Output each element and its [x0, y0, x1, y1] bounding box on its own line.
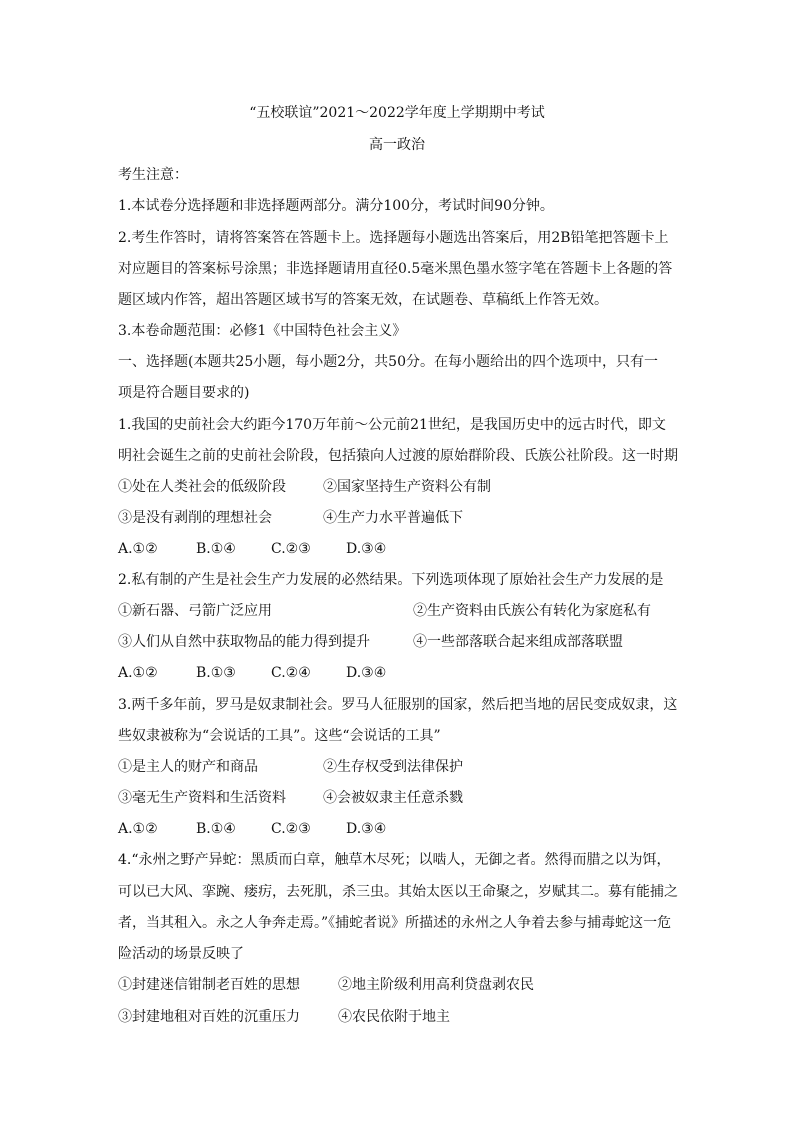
q1-choice-d: D.③④ — [346, 541, 387, 557]
q4-statement-1: ①封建迷信钳制老百姓的思想 — [118, 977, 300, 993]
exam-title: “五校联谊”2021～2022学年度上学期期中考试 — [249, 105, 545, 121]
q3-statement-3: ③毫无生产资料和生活资料 — [118, 790, 286, 806]
q4-statement-2: ②地主阶级利用高利贷盘剥农民 — [338, 977, 534, 993]
q2-statement-4: ④一些部落联合起来组成部落联盟 — [413, 634, 623, 650]
q4-stem: 4.“永州之野产异蛇：黑质而白章，触草木尽死；以啮人，无御之者。然得而腊之以为饵， — [118, 852, 671, 868]
section-heading-cont: 项是符合题目要求的) — [118, 385, 250, 401]
notice-item: 3.本卷命题范围：必修1《中国特色社会主义》 — [118, 323, 407, 339]
q1-stem: 1.我国的史前社会大约距今170万年前～公元前21世纪，是我国历史中的远古时代，即文 — [118, 417, 666, 433]
q3-choice-a: A.①② — [118, 821, 158, 837]
q2-statement-1: ①新石器、弓箭广泛应用 — [118, 603, 272, 619]
subject-title: 高一政治 — [369, 137, 425, 153]
q2-stem: 2.私有制的产生是社会生产力发展的必然结果。下列选项体现了原始社会生产力发展的是 — [118, 572, 664, 588]
notice-item: 对应题目的答案标号涂黑；非选择题请用直径0.5毫米黑色墨水签字笔在答题卡上各题的答 — [118, 261, 673, 277]
q4-stem-cont: 可以已大风、挛踠、瘘疠，去死肌，杀三虫。其始太医以王命聚之，岁赋其二。募有能捕之 — [118, 884, 678, 900]
q3-stem: 3.两千多年前，罗马是奴隶制社会。罗马人征服别的国家，然后把当地的居民变成奴隶，这 — [118, 697, 678, 713]
q3-statement-1: ①是主人的财产和商品 — [118, 759, 258, 775]
q3-choice-d: D.③④ — [346, 821, 387, 837]
q4-stem-cont: 者，当其租入。永之人争奔走焉。”《捕蛇者说》所描述的永州之人争着去参与捕毒蛇这一危 — [118, 915, 672, 931]
q3-statement-4: ④会被奴隶主任意杀戮 — [323, 790, 463, 806]
q4-statement-4: ④农民依附于地主 — [338, 1009, 450, 1025]
notice-heading: 考生注意： — [118, 167, 188, 183]
q4-statement-3: ③封建地租对百姓的沉重压力 — [118, 1009, 300, 1025]
q1-choice-c: C.②③ — [271, 541, 311, 557]
q3-choice-c: C.②③ — [271, 821, 311, 837]
q2-choice-d: D.③④ — [346, 665, 387, 681]
q2-choice-c: C.②④ — [271, 665, 311, 681]
q1-statement-4: ④生产力水平普遍低下 — [323, 510, 463, 526]
q3-choice-b: B.①④ — [196, 821, 236, 837]
q3-statement-2: ②生存权受到法律保护 — [323, 759, 463, 775]
q3-stem-cont: 些奴隶被称为“会说话的工具”。这些“会说话的工具” — [118, 728, 441, 744]
q1-statement-2: ②国家坚持生产资料公有制 — [323, 479, 491, 495]
q1-statement-3: ③是没有剥削的理想社会 — [118, 510, 272, 526]
notice-item: 题区域内作答，超出答题区域书写的答案无效，在试题卷、草稿纸上作答无效。 — [118, 292, 608, 308]
q2-statement-2: ②生产资料由氏族公有转化为家庭私有 — [413, 603, 651, 619]
notice-item: 2.考生作答时，请将答案答在答题卡上。选择题每小题选出答案后，用2B铅笔把答题卡上 — [118, 230, 669, 246]
q4-stem-cont: 险活动的场景反映了 — [118, 946, 244, 962]
q2-statement-3: ③人们从自然中获取物品的能力得到提升 — [118, 634, 370, 650]
notice-item: 1.本试卷分选择题和非选择题两部分。满分100分，考试时间90分钟。 — [118, 198, 554, 214]
q2-choice-b: B.①③ — [196, 665, 236, 681]
q1-choice-a: A.①② — [118, 541, 158, 557]
section-heading: 一、选择题(本题共25小题，每小题2分，共50分。在每小题给出的四个选项中，只有一 — [118, 354, 658, 370]
q2-choice-a: A.①② — [118, 665, 158, 681]
q1-choice-b: B.①④ — [196, 541, 236, 557]
q1-statement-1: ①处在人类社会的低级阶段 — [118, 479, 286, 495]
q1-stem-cont: 明社会诞生之前的史前社会阶段，包括猿向人过渡的原始群阶段、氏族公社阶段。这一时期 — [118, 448, 678, 464]
